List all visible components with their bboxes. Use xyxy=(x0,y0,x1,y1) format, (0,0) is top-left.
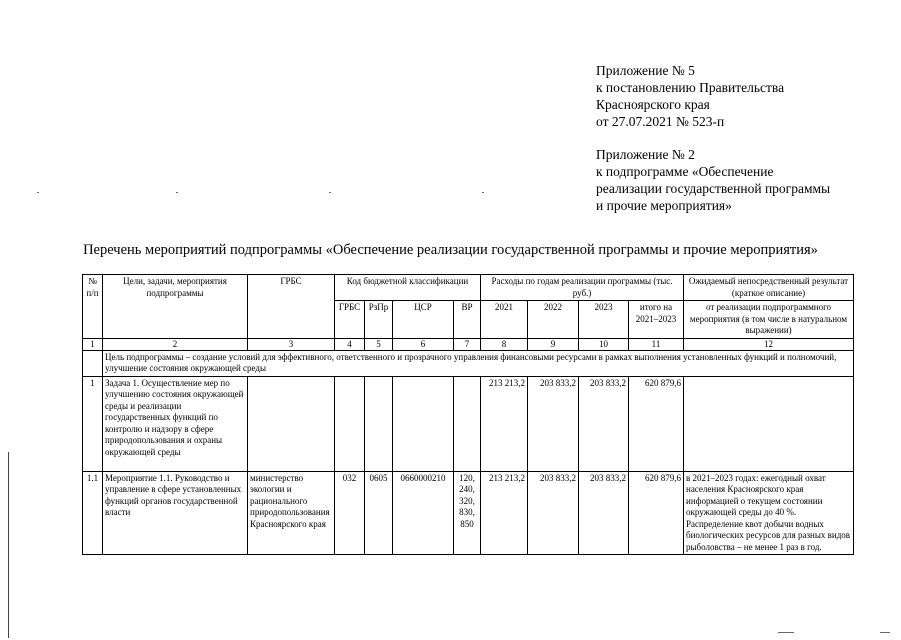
header-sub-grbs: ГРБС xyxy=(335,301,365,339)
col-number: 1 xyxy=(83,338,103,350)
col-number: 9 xyxy=(528,338,579,350)
scan-speck xyxy=(482,192,484,193)
scan-speck xyxy=(880,632,890,633)
header-year-2023: 2023 xyxy=(579,301,629,339)
document-title: Перечень мероприятий подпрограммы «Обеспечение реализации государственной программы и прочие мероприятия» xyxy=(83,242,818,258)
scan-speck xyxy=(37,192,39,193)
scan-edge-line xyxy=(8,452,9,638)
col-number: 8 xyxy=(481,338,528,350)
task-2022: 203 833,2 xyxy=(528,376,579,471)
header-num: № п/п xyxy=(83,275,103,339)
col-number: 4 xyxy=(335,338,365,350)
scan-speck xyxy=(778,632,794,633)
task-total: 620 879,6 xyxy=(629,376,684,471)
header-budget-code: Код бюджетной классификации xyxy=(335,275,481,301)
goal-row xyxy=(83,350,854,376)
col-number: 7 xyxy=(454,338,481,350)
header-year-2022: 2022 xyxy=(528,301,579,339)
measure-2022: 203 833,2 xyxy=(528,471,579,555)
appendix-5-block xyxy=(596,62,784,130)
col-number: 11 xyxy=(629,338,684,350)
appendix-5-line: от 27.07.2021 № 523-п xyxy=(596,114,725,129)
header-result: Ожидаемый непосредственный результат (краткое описание) xyxy=(684,275,854,301)
goal-text: Цель подпрограммы – создание условий для эффективного, ответственного и прозрачного управления финансовыми ресурсами в рамках выполнения установленных функций и полномочий, улучшение состояния окружающей среды xyxy=(103,350,854,376)
column-numbers-row xyxy=(83,338,854,350)
header-sub-csr: ЦСР xyxy=(393,301,454,339)
header-sub-vr: ВР xyxy=(454,301,481,339)
measure-rzpr: 0605 xyxy=(365,471,393,555)
measure-grbs-code: 032 xyxy=(335,471,365,555)
task-2023: 203 833,2 xyxy=(579,376,629,471)
col-number: 10 xyxy=(579,338,629,350)
task-row xyxy=(83,376,854,471)
measures-table xyxy=(82,274,854,555)
appendix-5-line: Красноярского края xyxy=(596,97,710,112)
measure-2023: 203 833,2 xyxy=(579,471,629,555)
scan-speck xyxy=(176,192,178,193)
task-2021: 213 213,2 xyxy=(481,376,528,471)
header-grbs: ГРБС xyxy=(248,275,335,339)
col-number: 6 xyxy=(393,338,454,350)
header-expenses: Расходы по годам реализации программы (тыс. руб.) xyxy=(481,275,684,301)
header-sub-rzpr: РзПр xyxy=(365,301,393,339)
appendix-2-line: реализации государственной программы xyxy=(596,181,831,196)
measure-total: 620 879,6 xyxy=(629,471,684,555)
col-number: 5 xyxy=(365,338,393,350)
task-text: Задача 1. Осуществление мер по улучшению состояния окружающей среды и реализации государственных функций по контролю и надзору в сфере природопользования и охраны окружающей среды xyxy=(103,376,248,471)
measure-csr: 0660000210 xyxy=(393,471,454,555)
appendix-2-line: и прочие мероприятия» xyxy=(596,198,732,213)
header-row-1 xyxy=(83,275,854,301)
appendix-2-line: Приложение № 2 xyxy=(596,147,695,162)
appendix-5-line: Приложение № 5 xyxy=(596,63,695,78)
measure-text: Мероприятие 1.1. Руководство и управление в сфере установленных функций органов государственной власти xyxy=(103,471,248,555)
appendix-2-block xyxy=(596,146,830,214)
header-result-continued: от реализации подпрограммного мероприятия (в том числе в натуральном выражении) xyxy=(684,301,854,339)
scan-speck xyxy=(329,192,331,193)
header-total: итого на 2021–2023 xyxy=(629,301,684,339)
appendix-5-line: к постановлению Правительства xyxy=(596,80,785,95)
measure-vr: 120, 240, 320, 830, 850 xyxy=(454,471,481,555)
col-number: 12 xyxy=(684,338,854,350)
header-goals: Цели, задачи, мероприятия подпрограммы xyxy=(103,275,248,339)
measure-result: в 2021–2023 годах: ежегодный охват населения Красноярского края информацией о текущем состоянии окружающей среды до 40 %. Распределение квот добычи водных биологических ресурсов для разных видов рыболовства – не менее 1 раз в год. xyxy=(684,471,854,555)
task-num: 1 xyxy=(83,376,103,471)
col-number: 3 xyxy=(248,338,335,350)
measure-grbs-name: министерство экологии и рационального природопользования Красноярского края xyxy=(248,471,335,555)
appendix-2-line: к подпрограмме «Обеспечение xyxy=(596,164,774,179)
measure-row xyxy=(83,471,854,555)
measure-num: 1.1 xyxy=(83,471,103,555)
measure-2021: 213 213,2 xyxy=(481,471,528,555)
col-number: 2 xyxy=(103,338,248,350)
header-year-2021: 2021 xyxy=(481,301,528,339)
